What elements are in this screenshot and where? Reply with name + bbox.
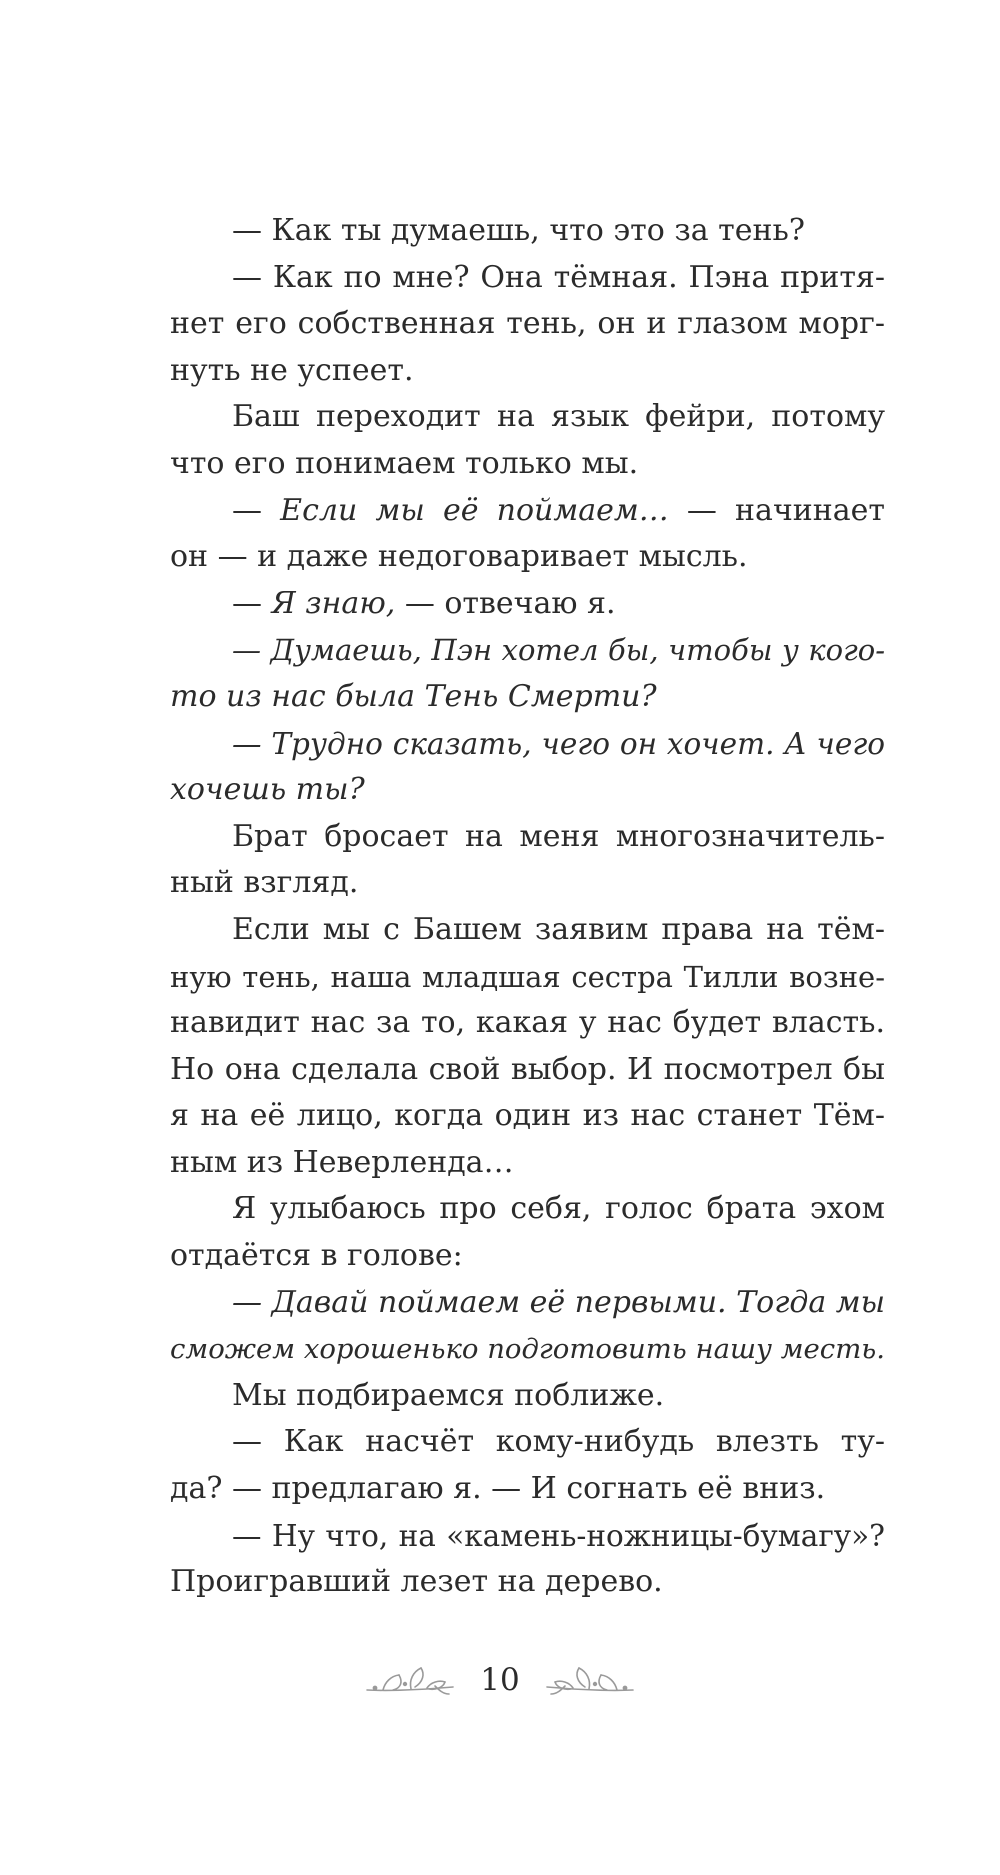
text-segment: — отвечаю я. — [395, 585, 616, 621]
text-line: ным из Неверленда… — [170, 1144, 514, 1180]
text-line: навидит нас за то, какая у нас будет власть. — [170, 1005, 885, 1041]
text-line: — Как ты думаешь, что это за тень? — [232, 213, 805, 248]
text-segment: — начинает — [668, 492, 885, 528]
text-line: то из нас была Тень Смерти? — [170, 678, 657, 714]
text-line: отдаётся в голове: — [170, 1238, 463, 1274]
text-line: он — и даже недоговаривает мысль. — [170, 539, 748, 575]
text-line: Проигравший лезет на дерево. — [170, 1564, 663, 1600]
text-line: — Трудно сказать, чего он хочет. А чего — [232, 726, 885, 761]
right-floral-ornament-icon — [542, 1660, 637, 1700]
text-line: — Ну что, на «камень-ножницы-бумагу»? — [232, 1518, 885, 1553]
text-line: Брат бросает на меня многозначитель- — [232, 818, 885, 854]
text-line: — Давай поймаем её первыми. Тогда мы — [232, 1284, 886, 1320]
page-number: 10 — [480, 1662, 520, 1698]
text-line: нет его собственная тень, он и глазом морг- — [170, 306, 885, 342]
text-line: Мы подбираемся поближе. — [232, 1377, 665, 1413]
text-segment: — — [232, 585, 272, 621]
page-footer — [0, 1655, 1000, 1705]
text-segment: — — [232, 492, 281, 528]
text-line: — Думаешь, Пэн хотел бы, чтобы у кого- — [232, 633, 885, 668]
text-line: — Как насчёт кому-нибудь влезть ту- — [232, 1424, 885, 1460]
text-line: хочешь ты? — [170, 772, 365, 808]
text-line: что его понимаем только мы. — [170, 445, 639, 481]
text-line: — Как по мне? Она тёмная. Пэна притя- — [232, 259, 885, 295]
text-segment: Если мы её поймаем… — [280, 492, 669, 528]
text-line: Если мы с Башем заявим права на тём- — [232, 911, 885, 947]
text-line: я на её лицо, когда один из нас станет Тём- — [170, 1098, 885, 1134]
text-line: нуть не успеет. — [170, 352, 414, 388]
body-text — [170, 208, 885, 1606]
left-floral-ornament-icon — [363, 1660, 458, 1700]
text-line — [170, 488, 885, 535]
text-line: ный взгляд. — [170, 865, 359, 901]
text-segment: Я знаю, — [271, 585, 396, 621]
text-line: ную тень, наша младшая сестра Тилли возне- — [170, 959, 885, 994]
text-line: Я улыбаюсь про себя, голос брата эхом — [232, 1191, 885, 1227]
text-line — [170, 581, 885, 628]
text-line: да? — предлагаю я. — И согнать её вниз. — [170, 1471, 826, 1507]
text-line: Но она сделала свой выбор. И посмотрел бы — [170, 1051, 885, 1087]
text-line: сможем хорошенько подготовить нашу месть. — [170, 1333, 885, 1366]
text-line: Баш переходит на язык фейри, потому — [232, 399, 885, 435]
